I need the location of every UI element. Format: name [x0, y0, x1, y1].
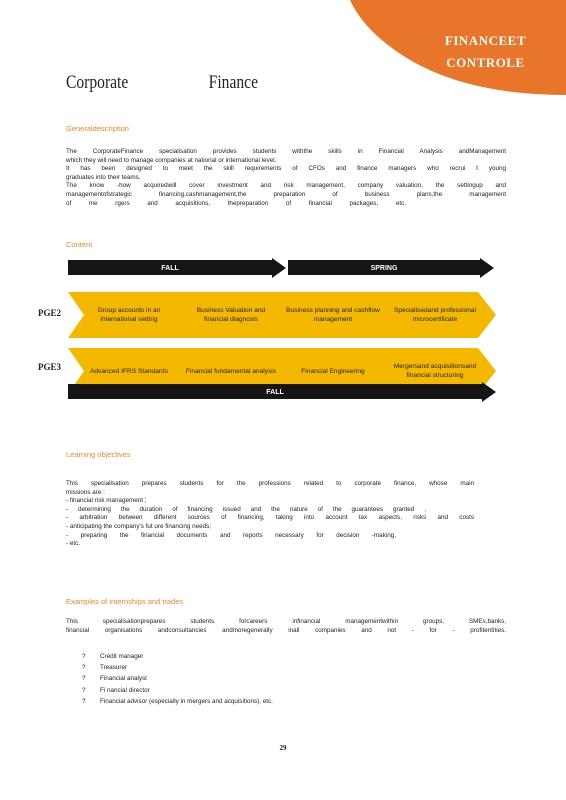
- general-description-text: [66, 148, 506, 208]
- bullet: ?: [82, 675, 86, 683]
- course-label: Specialisedand professional microcertificate: [393, 307, 477, 323]
- careers-list: [82, 651, 273, 707]
- text-line: This specialisationprepares students forcareers infinancial managementwithin groups, SMEs,banks,: [66, 618, 506, 625]
- pge2-label: PGE2: [38, 308, 62, 318]
- list-item-text: Treasurer: [100, 664, 128, 672]
- course-label: Business planning and cashflow management: [286, 307, 380, 323]
- list-item: [82, 696, 273, 707]
- text-line: - determining the duration of financing issued and the nature of the guarantees granted ,: [66, 505, 426, 513]
- list-item: [82, 662, 273, 673]
- text-line: The CorporateFinance specialisation provides students withthe skills in Financial Analysis andManagement: [66, 148, 506, 155]
- program-line-2: CONTROLE: [446, 55, 525, 70]
- list-item: [82, 685, 273, 696]
- fall-label: FALL: [161, 265, 179, 272]
- page-title: [66, 72, 258, 94]
- course-label: Advanced IFRS Standards: [89, 367, 169, 375]
- bullet: ?: [82, 653, 86, 660]
- text-line: - anticipating the company's fut ure financing needs;: [66, 522, 212, 530]
- list-item-text: Fi nancial director: [100, 686, 150, 694]
- title-word-1: Corporate: [66, 72, 129, 93]
- text-line: financial organisations andconsultancies andmoregenerally inall companies and not - for - profitentities.: [66, 626, 506, 634]
- course-label: Group accounts in an international setting: [97, 307, 161, 323]
- pge2-course-4: [374, 292, 496, 338]
- pge3-label: PGE3: [38, 362, 62, 372]
- text-line: managementofstrategic financing,cashmanagement,the preparation of business plans,the management: [66, 190, 506, 198]
- bullet: ?: [82, 664, 86, 672]
- course-label: Financial Engineering: [301, 367, 365, 375]
- text-line: graduates into their teams.: [66, 173, 141, 181]
- text-line: - arbitration between different sources of financing, taking into account tax aspects, risks and costs: [66, 514, 474, 522]
- course-label: Business Valuation and financial diagnosis: [196, 307, 266, 323]
- text-line: missions are :: [66, 488, 105, 496]
- text-line: This specialisation prepares students for the professions related to corporate finance, whose main: [66, 480, 474, 487]
- text-line: - preparing the financial documents and reports necessary for decision -making,: [66, 531, 396, 539]
- internships-text: [66, 618, 506, 635]
- learning-objectives-heading: Learning objectives: [66, 450, 131, 459]
- course-label: Financial fundamental analysis: [185, 367, 277, 375]
- bullet: ?: [82, 686, 86, 694]
- program-badge: [445, 30, 526, 74]
- list-item: [82, 673, 273, 684]
- text-line: - financial risk management ;: [66, 497, 147, 505]
- learning-objectives-text: [66, 480, 474, 549]
- content-heading: Content: [66, 240, 93, 249]
- fall-bar: [68, 258, 288, 278]
- bullet: ?: [82, 697, 86, 705]
- spring-label: SPRING: [370, 265, 398, 272]
- fall-bottom-label: FALL: [266, 389, 284, 396]
- program-line-1: FINANCEET: [444, 33, 526, 48]
- general-description-heading: Generaldescription: [66, 124, 129, 133]
- list-item: [82, 651, 273, 662]
- text-line: which they will need to manage companies at national or international level.: [66, 156, 277, 164]
- list-item-text: Financial advisor (especially in mergers and acquisitions), etc.: [100, 697, 273, 705]
- text-line: of me rgers and acquisitions, thepreparation of financial packages, etc.: [66, 199, 406, 207]
- list-item-text: Credit manager: [100, 653, 144, 660]
- fall-bottom-bar: [68, 382, 498, 402]
- course-label: Mergersand acquisitionsand financial structuring: [393, 363, 477, 379]
- spring-bar: [288, 258, 496, 278]
- text-line: It has been designed to meet the skill requirements of CFOs and finance managers who recrui t young: [66, 165, 506, 173]
- text-line: - etc.: [66, 540, 80, 548]
- title-word-2: Finance: [208, 72, 258, 93]
- text-line: The know -how acquiredwill cover investment and risk management, company valuation, the settingup and: [66, 182, 506, 190]
- internships-heading: Examples of internships and trades: [66, 597, 184, 606]
- list-item-text: Financial analyst: [100, 675, 147, 683]
- page-number: 29: [279, 744, 287, 752]
